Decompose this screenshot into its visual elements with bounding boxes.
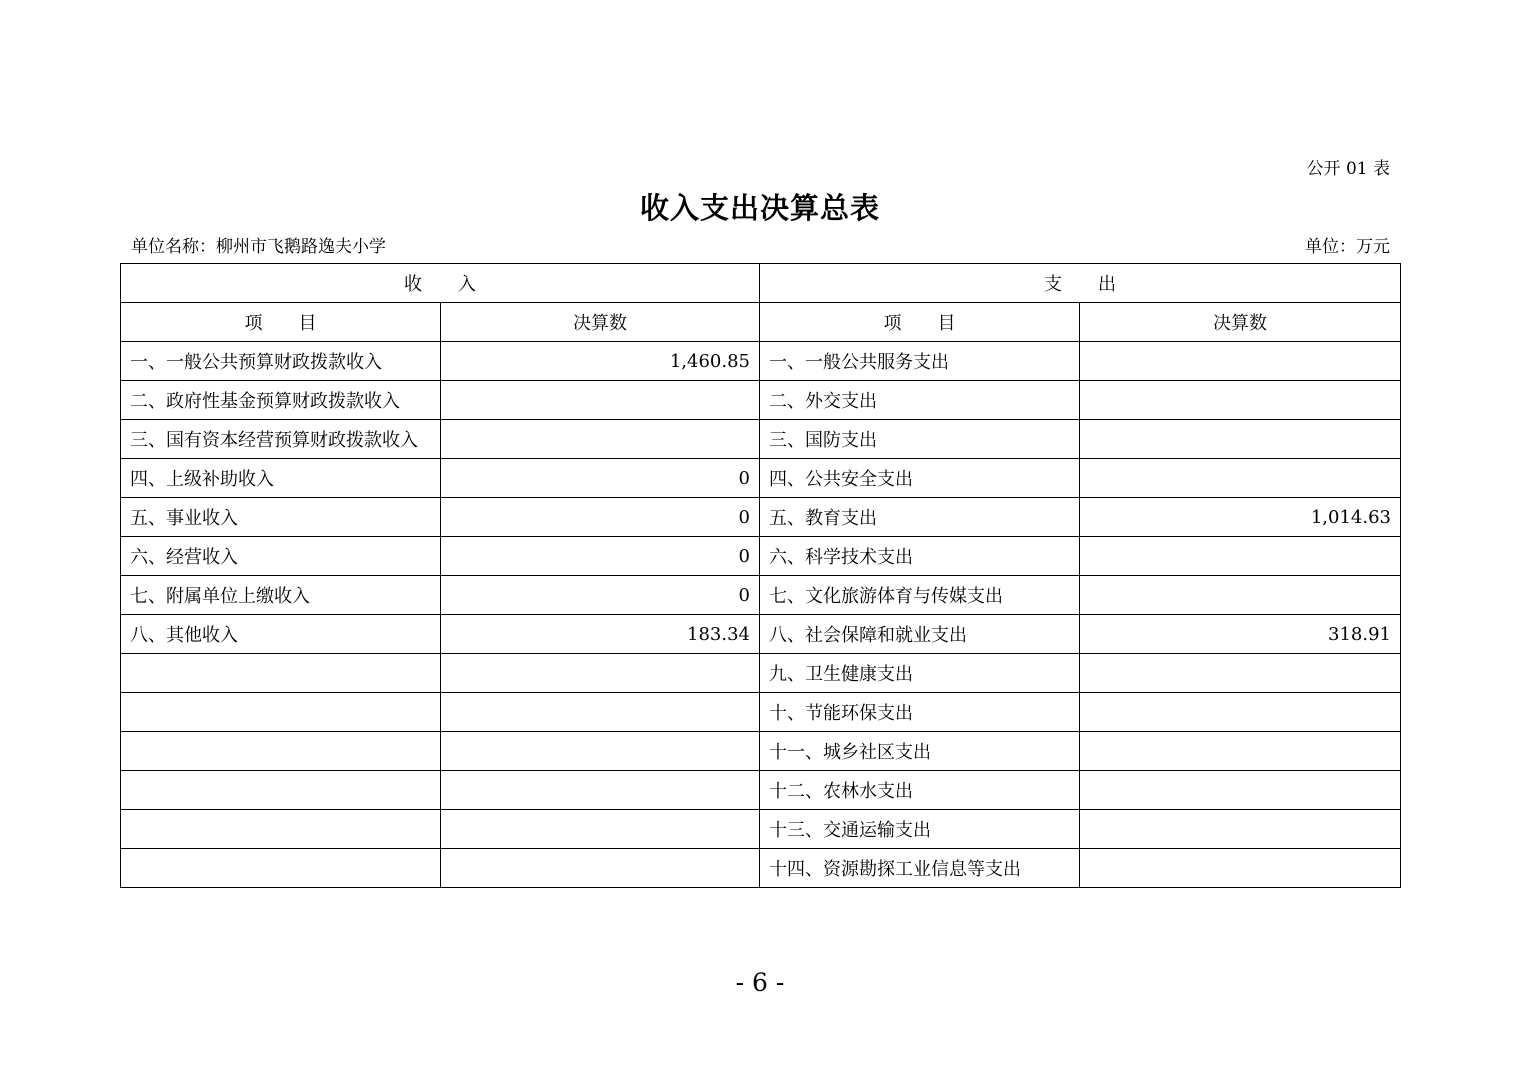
income-amount-cell: 0 xyxy=(441,576,760,615)
column-header-income-item: 项 目 xyxy=(121,303,441,342)
income-item-cell: 八、其他收入 xyxy=(121,615,441,654)
table-row xyxy=(121,771,1401,810)
column-header-income-amount: 决算数 xyxy=(441,303,760,342)
group-header-expense: 支 出 xyxy=(760,264,1401,303)
table-row xyxy=(121,576,1401,615)
income-item-cell: 四、上级补助收入 xyxy=(121,459,441,498)
expense-amount-cell xyxy=(1080,771,1401,810)
table-row xyxy=(121,654,1401,693)
expense-item-cell: 三、国防支出 xyxy=(760,420,1080,459)
income-amount-cell xyxy=(441,771,760,810)
expense-item-cell: 五、教育支出 xyxy=(760,498,1080,537)
expense-amount-cell: 318.91 xyxy=(1080,615,1401,654)
table-row xyxy=(121,459,1401,498)
table-row xyxy=(121,381,1401,420)
income-item-cell: 三、国有资本经营预算财政拨款收入 xyxy=(121,420,441,459)
column-header-row xyxy=(121,303,1401,342)
expense-item-cell: 一、一般公共服务支出 xyxy=(760,342,1080,381)
group-header-row xyxy=(121,264,1401,303)
expense-item-cell: 十一、城乡社区支出 xyxy=(760,732,1080,771)
income-amount-cell xyxy=(441,654,760,693)
income-amount-cell xyxy=(441,849,760,888)
table-row xyxy=(121,498,1401,537)
income-item-cell xyxy=(121,849,441,888)
expense-amount-cell xyxy=(1080,849,1401,888)
form-code: 公开 01 表 xyxy=(1306,159,1390,179)
income-amount-cell: 183.34 xyxy=(441,615,760,654)
expense-item-cell: 十四、资源勘探工业信息等支出 xyxy=(760,849,1080,888)
income-amount-cell xyxy=(441,420,760,459)
income-item-cell xyxy=(121,654,441,693)
expense-item-cell: 四、公共安全支出 xyxy=(760,459,1080,498)
expense-amount-cell xyxy=(1080,420,1401,459)
income-amount-cell xyxy=(441,381,760,420)
expense-amount-cell xyxy=(1080,576,1401,615)
table-row xyxy=(121,693,1401,732)
income-item-cell: 六、经营收入 xyxy=(121,537,441,576)
expense-item-cell: 七、文化旅游体育与传媒支出 xyxy=(760,576,1080,615)
page-number: - 6 - xyxy=(735,968,785,997)
table-row xyxy=(121,342,1401,381)
expense-amount-cell xyxy=(1080,342,1401,381)
expense-amount-cell xyxy=(1080,732,1401,771)
expense-amount-cell xyxy=(1080,654,1401,693)
income-item-cell: 五、事业收入 xyxy=(121,498,441,537)
income-amount-cell: 0 xyxy=(441,498,760,537)
table-row xyxy=(121,810,1401,849)
expense-amount-cell: 1,014.63 xyxy=(1080,498,1401,537)
expense-item-cell: 九、卫生健康支出 xyxy=(760,654,1080,693)
income-item-cell xyxy=(121,732,441,771)
expense-item-cell: 二、外交支出 xyxy=(760,381,1080,420)
income-item-cell: 七、附属单位上缴收入 xyxy=(121,576,441,615)
expense-item-cell: 六、科学技术支出 xyxy=(760,537,1080,576)
income-item-cell xyxy=(121,771,441,810)
group-header-income: 收 入 xyxy=(121,264,760,303)
table-row xyxy=(121,537,1401,576)
table-row xyxy=(121,420,1401,459)
table-body xyxy=(121,264,1401,888)
column-header-expense-amount: 决算数 xyxy=(1080,303,1401,342)
unit-name: 单位名称：柳州市飞鹅路逸夫小学 xyxy=(131,237,386,257)
expense-item-cell: 十三、交通运输支出 xyxy=(760,810,1080,849)
income-item-cell: 二、政府性基金预算财政拨款收入 xyxy=(121,381,441,420)
expense-item-cell: 十、节能环保支出 xyxy=(760,693,1080,732)
income-item-cell: 一、一般公共预算财政拨款收入 xyxy=(121,342,441,381)
income-amount-cell xyxy=(441,732,760,771)
income-amount-cell: 1,460.85 xyxy=(441,342,760,381)
income-expense-table xyxy=(120,263,1401,888)
column-header-expense-item: 项 目 xyxy=(760,303,1080,342)
expense-amount-cell xyxy=(1080,693,1401,732)
income-item-cell xyxy=(121,693,441,732)
unit-label: 单位：万元 xyxy=(1305,237,1390,257)
income-item-cell xyxy=(121,810,441,849)
expense-amount-cell xyxy=(1080,537,1401,576)
income-amount-cell xyxy=(441,810,760,849)
income-amount-cell: 0 xyxy=(441,459,760,498)
page-title: 收入支出决算总表 xyxy=(639,191,880,225)
expense-item-cell: 八、社会保障和就业支出 xyxy=(760,615,1080,654)
table-row xyxy=(121,732,1401,771)
expense-amount-cell xyxy=(1080,810,1401,849)
income-amount-cell: 0 xyxy=(441,537,760,576)
expense-item-cell: 十二、农林水支出 xyxy=(760,771,1080,810)
income-amount-cell xyxy=(441,693,760,732)
expense-amount-cell xyxy=(1080,459,1401,498)
table-row xyxy=(121,849,1401,888)
expense-amount-cell xyxy=(1080,381,1401,420)
table-row xyxy=(121,615,1401,654)
